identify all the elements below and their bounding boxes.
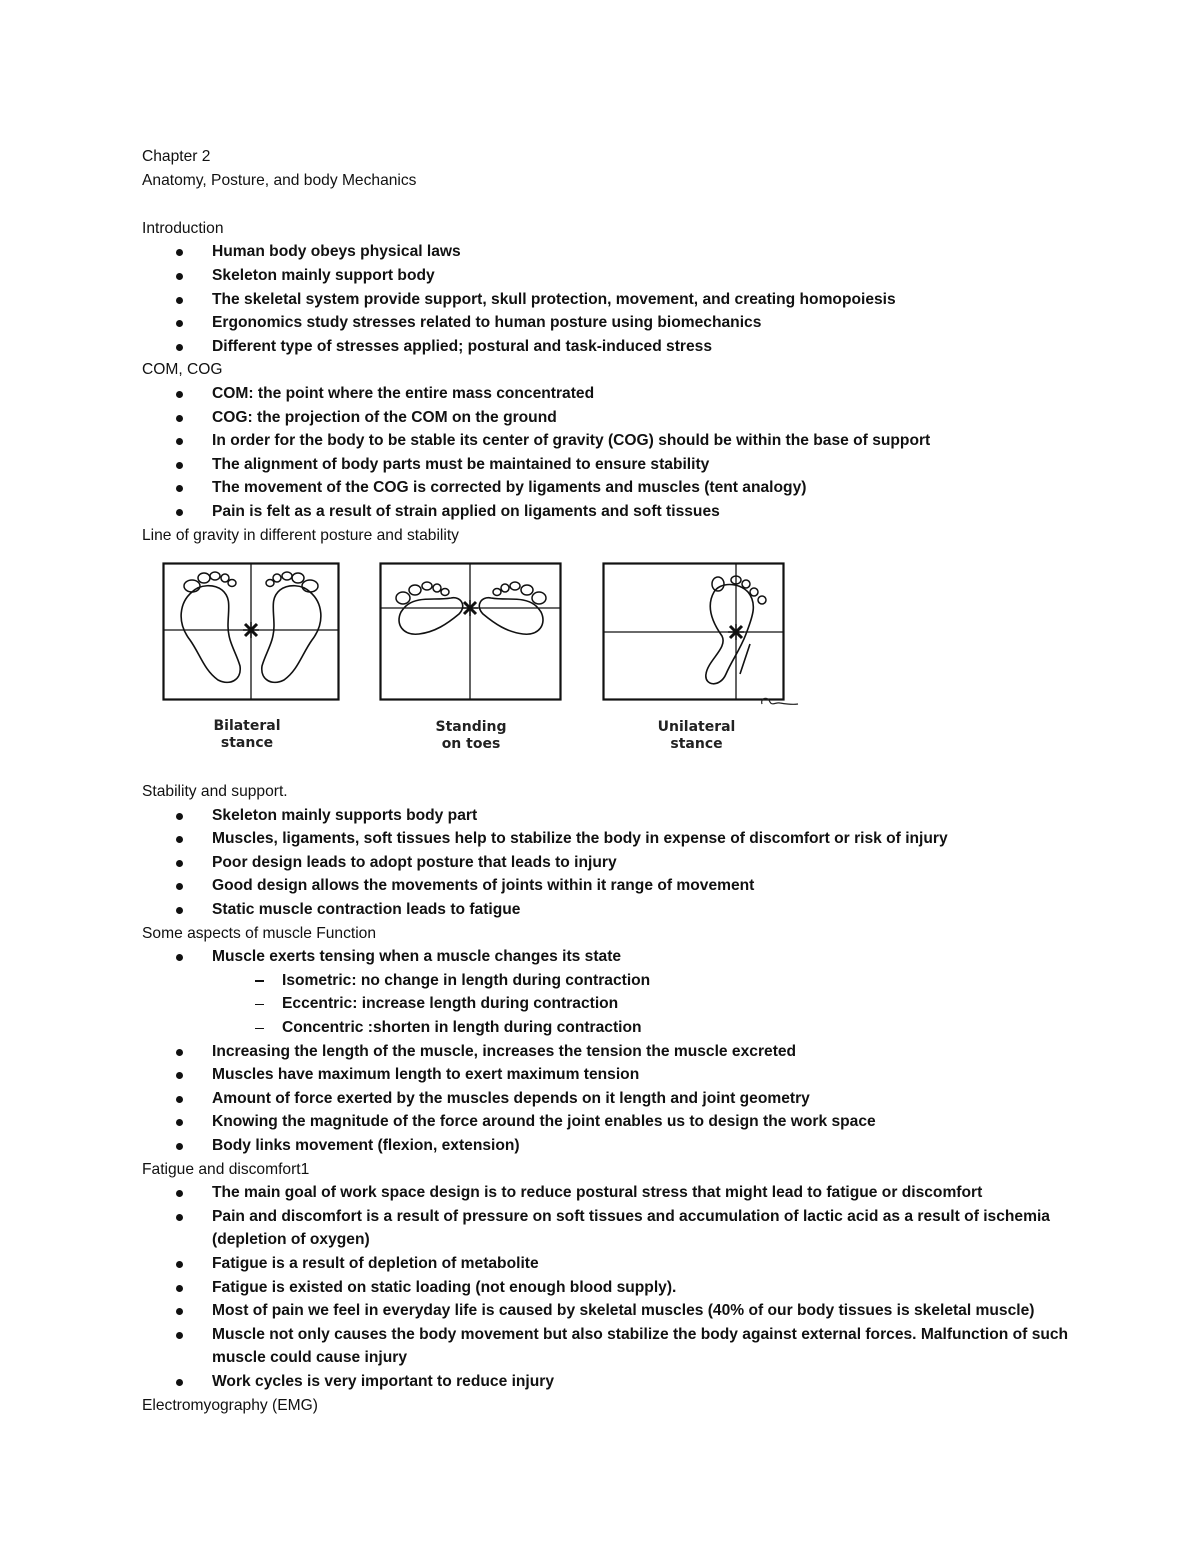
list-item: Knowing the magnitude of the force around the joint enables us to design the work space [142, 1110, 1072, 1134]
cog-marker-icon [462, 600, 478, 616]
list-item: The main goal of work space design is to reduce postural stress that might lead to fatigue or discomfort [142, 1181, 1072, 1205]
cog-marker-icon [243, 622, 259, 638]
muscle-function-list [142, 945, 1072, 969]
list-item: The alignment of body parts must be maintained to ensure stability [142, 453, 1072, 477]
list-item: Muscles have maximum length to exert maximum tension [142, 1063, 1072, 1087]
list-item: COM: the point where the entire mass concentrated [142, 382, 1072, 406]
standing-on-toes-diagram [379, 562, 563, 702]
line-of-gravity-heading: Line of gravity in different posture and stability [142, 526, 459, 544]
list-item: Muscles, ligaments, soft tissues help to stabilize the body in expense of discomfort or risk of injury [142, 827, 1072, 851]
stability-list [142, 804, 1072, 922]
com-cog-list [142, 382, 1072, 524]
chapter-title: Anatomy, Posture, and body Mechanics [142, 171, 417, 189]
muscle-contraction-sublist [142, 969, 1072, 1040]
list-item: Pain is felt as a result of strain applied on ligaments and soft tissues [142, 500, 1072, 524]
unilateral-stance-diagram [602, 562, 802, 712]
list-item: Muscle not only causes the body movement but also stabilize the body against external forces. Malfunction of such muscle could cause injury [142, 1323, 1072, 1370]
stance-figure [142, 550, 1072, 778]
muscle-function-heading: Some aspects of muscle Function [142, 924, 377, 942]
intro-list [142, 240, 1072, 358]
list-item: Skeleton mainly support body [142, 264, 1072, 288]
document-page [142, 145, 1072, 1417]
list-item: Muscle exerts tensing when a muscle changes its state [142, 945, 1072, 969]
list-item: In order for the body to be stable its center of gravity (COG) should be within the base of support [142, 429, 1072, 453]
muscle-function-list-continued [142, 1040, 1072, 1158]
sub-list-item: Isometric: no change in length during contraction [142, 969, 1072, 993]
list-item: Most of pain we feel in everyday life is caused by skeletal muscles (40% of our body tissues is skeletal muscle) [142, 1299, 1072, 1323]
list-item: Static muscle contraction leads to fatigue [142, 898, 1072, 922]
list-item: Amount of force exerted by the muscles depends on it length and joint geometry [142, 1087, 1072, 1111]
list-item: Work cycles is very important to reduce injury [142, 1370, 1072, 1394]
bilateral-stance-diagram [162, 562, 342, 702]
bilateral-caption: Bilateral stance [213, 718, 281, 752]
spacer [142, 192, 1072, 217]
list-item: Good design allows the movements of joints within it range of movement [142, 874, 1072, 898]
list-item: Increasing the length of the muscle, increases the tension the muscle excreted [142, 1040, 1072, 1064]
list-item: Ergonomics study stresses related to human posture using biomechanics [142, 311, 1072, 335]
unilateral-caption: Unilateral stance [657, 719, 736, 753]
list-item: Fatigue is a result of depletion of metabolite [142, 1252, 1072, 1276]
com-cog-heading: COM, COG [142, 361, 223, 379]
chapter-label: Chapter 2 [142, 148, 211, 165]
list-item: Fatigue is existed on static loading (not enough blood supply). [142, 1276, 1072, 1300]
emg-heading: Electromyography (EMG) [142, 1396, 318, 1414]
list-item: The skeletal system provide support, skull protection, movement, and creating homopoiesis [142, 288, 1072, 312]
fatigue-list [142, 1181, 1072, 1393]
list-item: Body links movement (flexion, extension) [142, 1134, 1072, 1158]
list-item: COG: the projection of the COM on the ground [142, 406, 1072, 430]
stability-heading: Stability and support. [142, 783, 288, 801]
list-item: The movement of the COG is corrected by ligaments and muscles (tent analogy) [142, 476, 1072, 500]
cog-marker-icon [728, 624, 744, 640]
list-item: Poor design leads to adopt posture that leads to injury [142, 851, 1072, 875]
list-item: Human body obeys physical laws [142, 240, 1072, 264]
list-item: Skeleton mainly supports body part [142, 804, 1072, 828]
list-item: Different type of stresses applied; postural and task-induced stress [142, 335, 1072, 359]
sub-list-item: Concentric :shorten in length during contraction [142, 1016, 1072, 1040]
standing-on-toes-caption: Standing on toes [435, 719, 507, 753]
sub-list-item: Eccentric: increase length during contraction [142, 992, 1072, 1016]
list-item: Pain and discomfort is a result of pressure on soft tissues and accumulation of lactic acid as a result of ischemia (depletion of oxygen) [142, 1205, 1072, 1252]
fatigue-heading: Fatigue and discomfort1 [142, 1160, 310, 1178]
intro-heading: Introduction [142, 219, 224, 237]
